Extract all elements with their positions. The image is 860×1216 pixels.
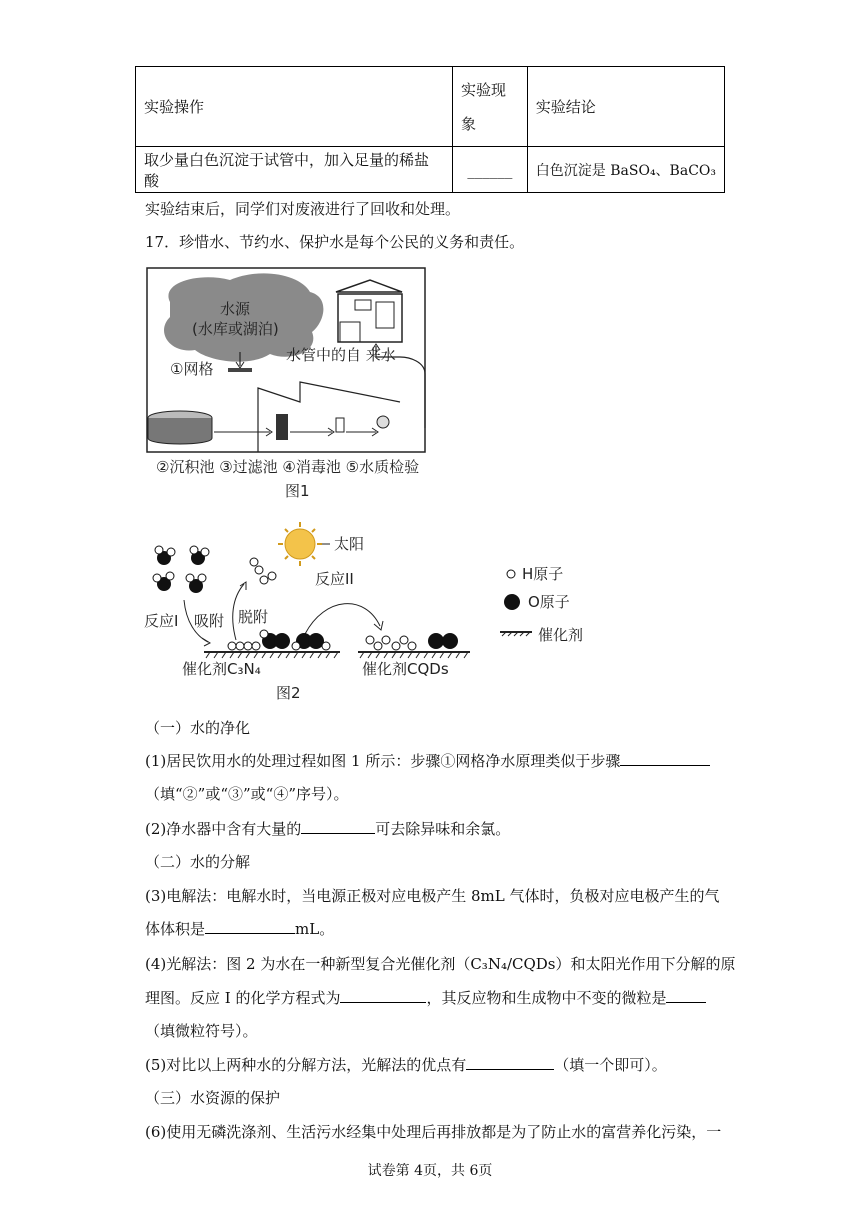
reaction2-label: 反应II <box>315 570 354 588</box>
catalyst1-label: 催化剂C₃N₄ <box>182 660 261 678</box>
table-cell: 白色沉淀是 BaSO₄、BaCO₃ <box>527 147 724 193</box>
sun-icon <box>278 522 322 566</box>
desorb-label: 脱附 <box>238 608 269 626</box>
figure-2 <box>140 518 600 704</box>
figure-1 <box>140 262 480 512</box>
table-header: 实验结论 <box>527 67 724 147</box>
sedimentation-tank-icon <box>148 411 212 444</box>
question-17: 17．珍惜水、节约水、保护水是每个公民的义务和责任。 <box>145 233 525 251</box>
figure1-caption: 图1 <box>285 482 310 500</box>
legend-h: H原子 <box>522 565 564 583</box>
question-1-note: （填“②”或“③”或“④”序号）。 <box>145 785 349 803</box>
inspector-icon <box>377 416 389 428</box>
step1-label: ①网格 <box>170 360 214 378</box>
grid-icon <box>228 368 252 372</box>
after-table-text: 实验结束后，同学们对废液进行了回收和处理。 <box>145 200 461 218</box>
h-atom-icon <box>507 570 515 578</box>
page-footer: 试卷第 4页，共 6页 <box>367 1163 493 1179</box>
question-3-cont: 体体积是 mL。 <box>145 920 335 938</box>
table-header: 实验现象 <box>452 67 527 147</box>
question-3: (3)电解法：电解水时，当电源正极对应电极产生 8mL 气体时，负极对应电极产生的气 <box>145 887 720 905</box>
reaction1-label: 反应I <box>144 612 179 630</box>
question-4-cont: 理图。反应 I 的化学方程式为 ，其反应物和生成物中不变的微粒是 <box>145 987 706 1009</box>
sun-label: 太阳 <box>334 535 365 553</box>
question-5: (5)对比以上两种水的分解方法，光解法的优点有 （填一个即可）。 <box>145 1056 667 1074</box>
section-1-title: （一）水的净化 <box>145 719 251 737</box>
table-cell: 取少量白色沉淀于试管中，加入足量的稀盐酸 <box>136 147 453 193</box>
house-icon <box>336 280 402 342</box>
section-3-title: （三）水资源的保护 <box>145 1089 281 1107</box>
source-sub-label: (水库或湖泊) <box>192 320 279 338</box>
question-6: (6)使用无磷洗涤剂、生活污水经集中处理后再排放都是为了防止水的富营养化污染，一 <box>145 1123 722 1141</box>
legend-o: O原子 <box>528 593 570 611</box>
source-label: 水源 <box>220 300 251 318</box>
question-2: (2)净水器中含有大量的 可去除异味和余氯。 <box>145 820 511 838</box>
steps-label: ②沉积池 ③过滤池 ④消毒池 ⑤水质检验 <box>156 458 420 476</box>
experiment-table <box>135 66 725 193</box>
legend-catalyst: 催化剂 <box>538 626 584 644</box>
catalyst2-label: 催化剂CQDs <box>362 660 449 678</box>
water-molecules <box>153 546 209 593</box>
table-header: 实验操作 <box>136 67 453 147</box>
question-4-note: （填微粒符号）。 <box>145 1022 258 1040</box>
question-4: (4)光解法：图 2 为水在一种新型复合光催化剂（C₃N₄/CQDs）和太阳光作用下分解的原 <box>145 955 736 973</box>
question-1: (1)居民饮用水的处理过程如图 1 所示：步骤①网格净水原理类似于步骤 <box>145 750 710 772</box>
adsorb-label: 吸附 <box>194 612 225 630</box>
table-cell-blank: ______ <box>452 147 527 193</box>
tap-water-label: 水管中的自 来水 <box>286 346 396 364</box>
section-2-title: （二）水的分解 <box>145 853 251 871</box>
o-atom-icon <box>504 594 520 610</box>
disinfect-icon <box>336 418 344 432</box>
figure2-caption: 图2 <box>276 684 301 702</box>
filter-icon <box>276 414 288 440</box>
